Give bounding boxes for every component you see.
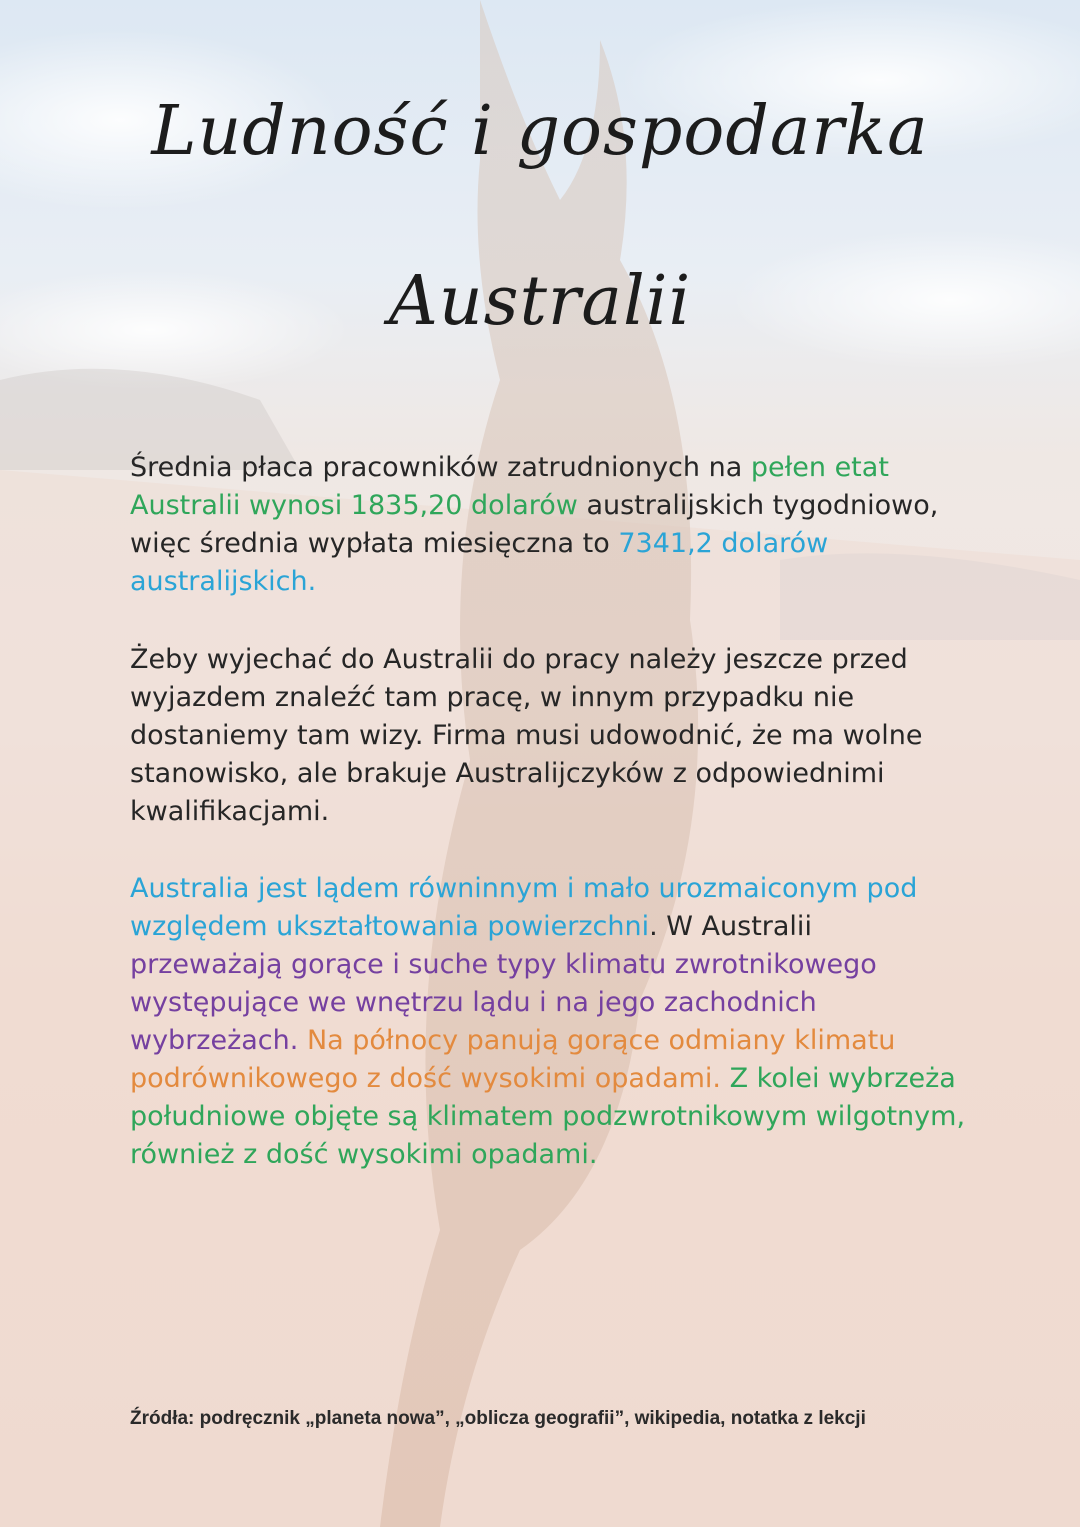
salary-monthly-highlight: 7341,2 dolarów australijskich. xyxy=(130,528,829,597)
relief-highlight: Australia jest lądem równinnym i mało urozmaiconym pod względem ukształtowania powierzchni xyxy=(130,873,918,942)
page-title-line1: Ludność i gospodarka xyxy=(151,92,929,171)
paragraph-salary-text-2: australijskich tygodniowo, więc średnia wypłata miesięczna to xyxy=(130,490,939,559)
page-title-line2: Australii xyxy=(388,262,692,341)
paragraph-salary xyxy=(130,449,970,601)
paragraph-work-visa: Żeby wyjechać do Australii do pracy należy jeszcze przed wyjazdem znaleźć tam pracę, w innym przypadku nie dostaniemy tam wizy. Firma musi udowodnić, że ma wolne stanowisko, ale brakuje Australijczyków z odpowiednimi kwalifikacjami. xyxy=(130,644,923,827)
paragraph-climate-text-2: . xyxy=(289,1025,307,1056)
salary-weekly-highlight: pełen etat Australii wynosi 1835,20 dolarów xyxy=(130,452,889,521)
paragraph-climate-text-1: . W Australii xyxy=(649,911,812,942)
paragraph-salary-text-1: Średnia płaca pracowników zatrudnionych na xyxy=(130,452,751,483)
tropical-climate-highlight: przeważają gorące i suche typy klimatu zwrotnikowego występujące we wnętrzu lądu i na jego zachodnich wybrzeżach xyxy=(130,949,877,1056)
subtropical-climate-highlight: Z kolei wybrzeża południowe objęte są klimatem podzwrotnikowym wilgotnym, również z dość wysokimi opadami. xyxy=(130,1063,966,1170)
sources-note: Źródła: podręcznik „planeta nowa”, „oblicza geografii”, wikipedia, notatka z lekcji xyxy=(130,1408,866,1429)
paragraph-climate xyxy=(130,870,970,1174)
subequatorial-climate-highlight: Na północy panują gorące odmiany klimatu podrównikowego z dość wysokimi opadami. xyxy=(130,1025,896,1094)
